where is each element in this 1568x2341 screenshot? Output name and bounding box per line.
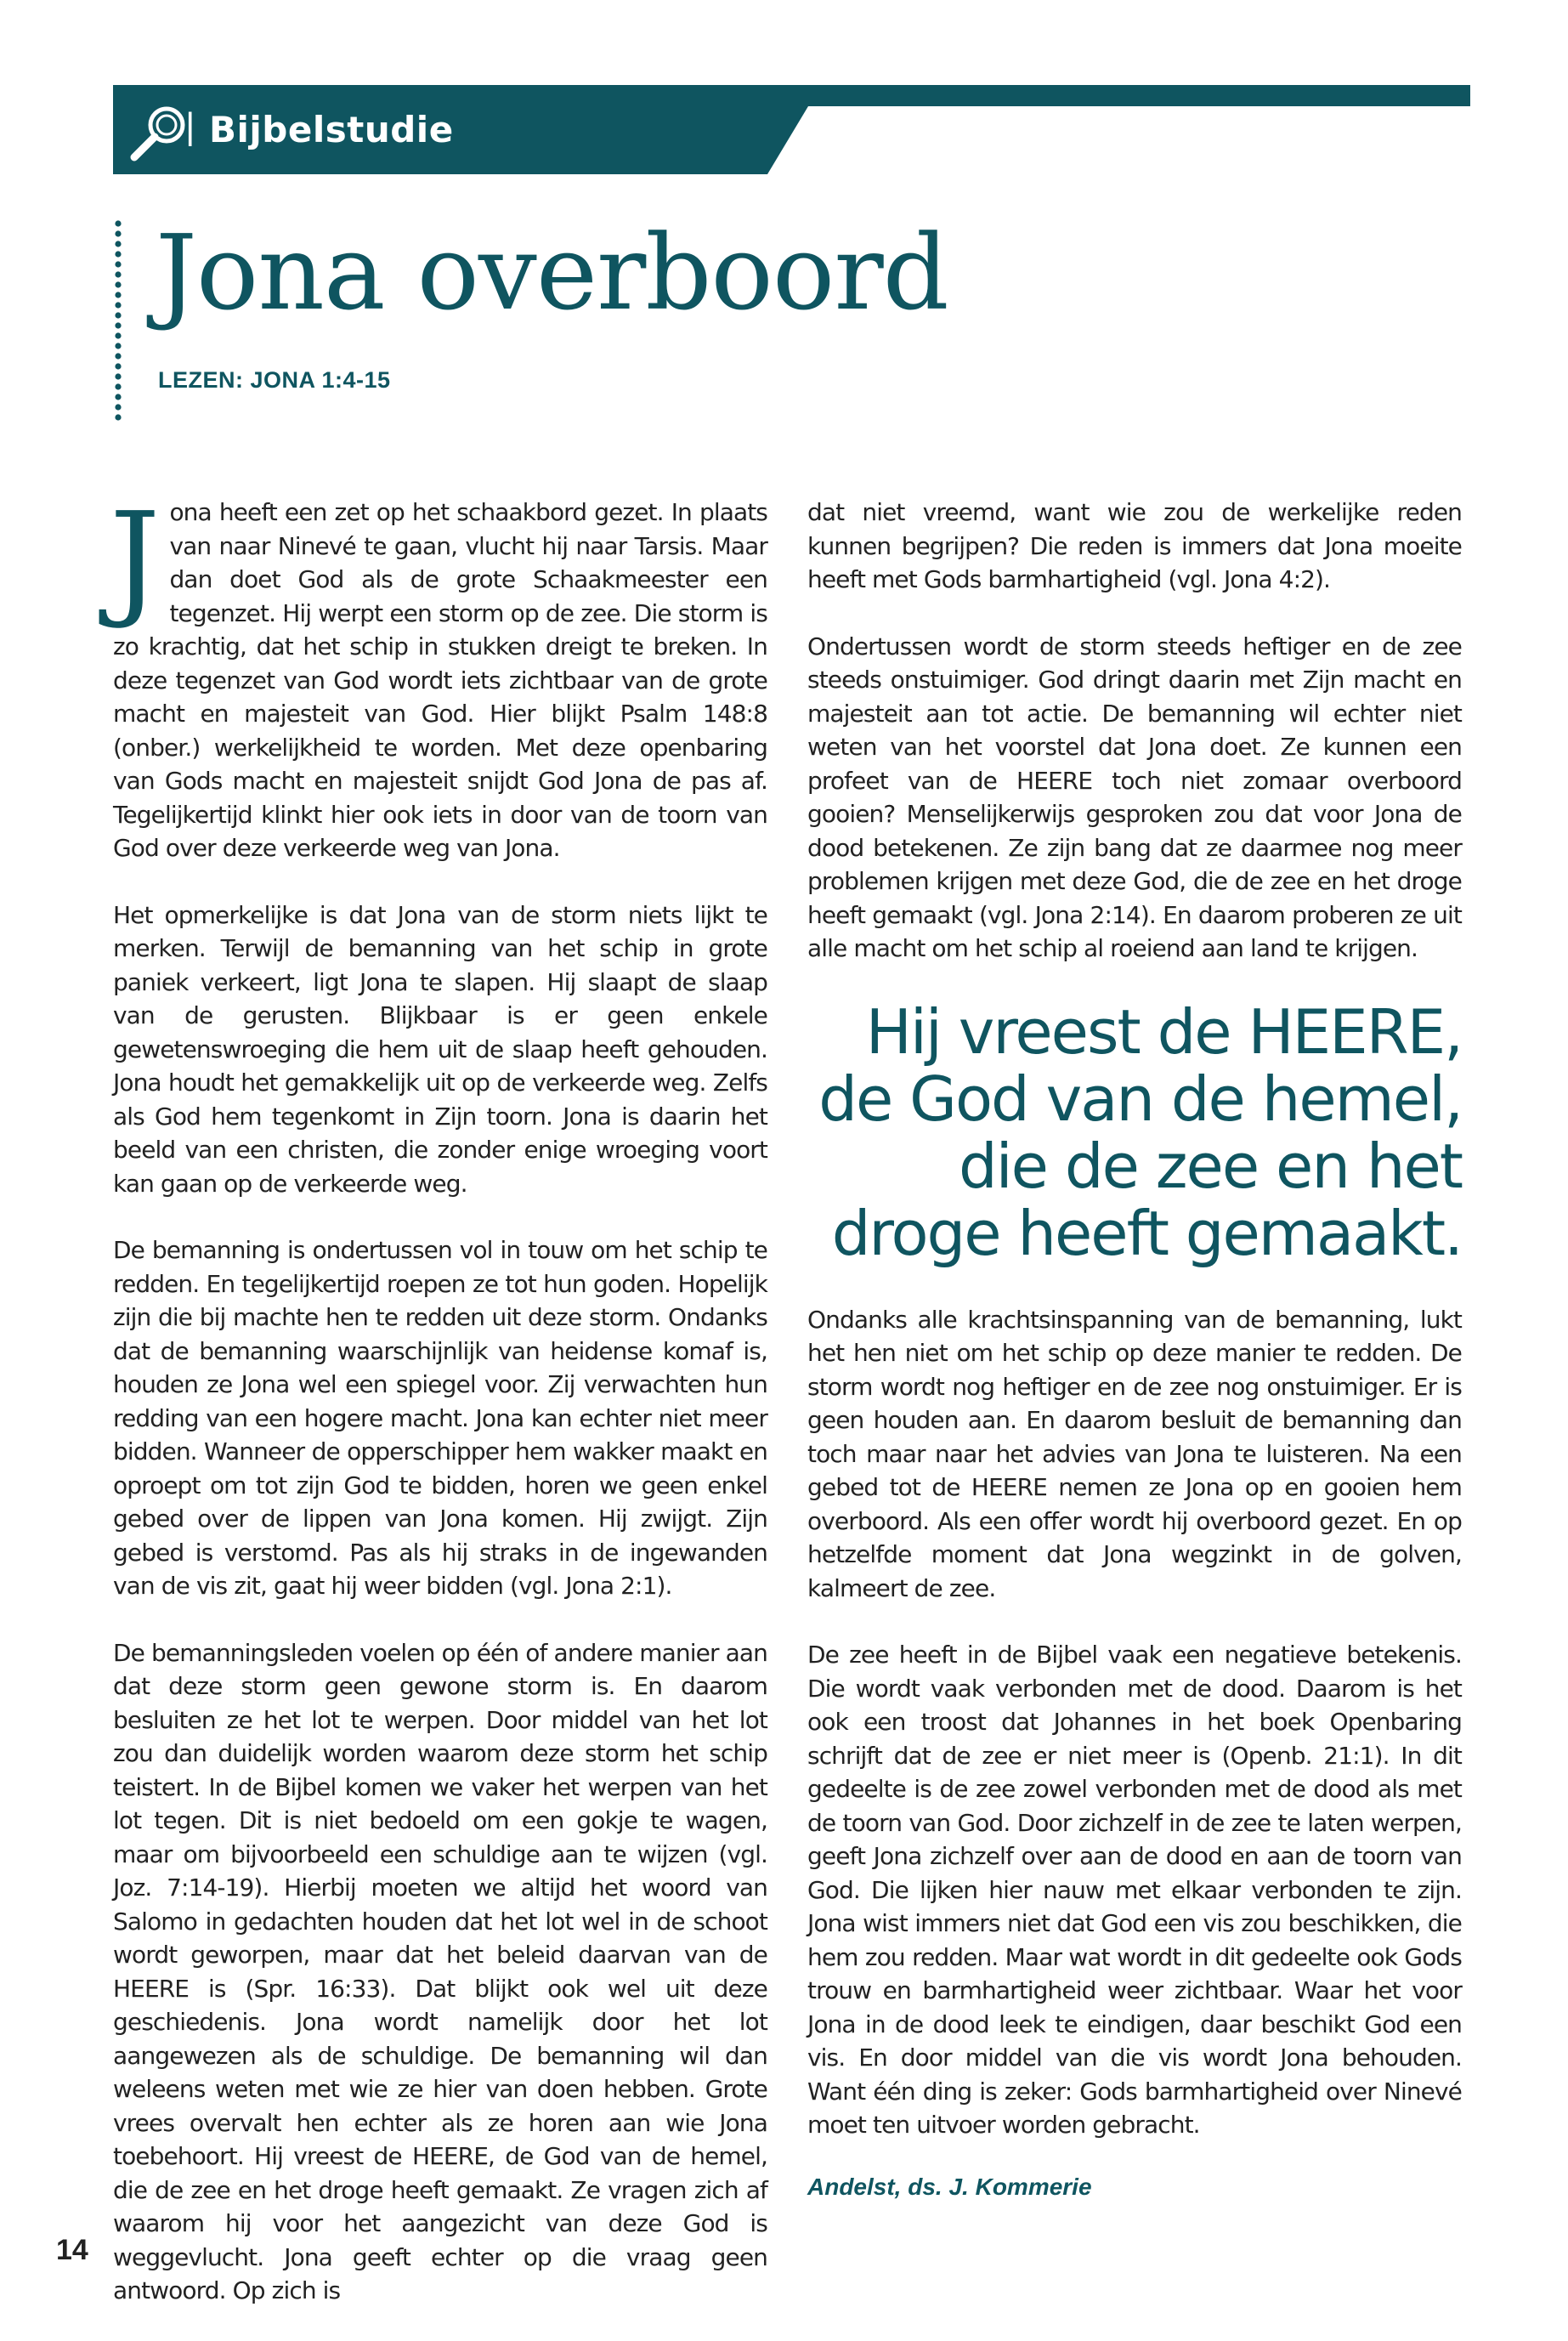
right-column <box>807 496 1462 2201</box>
dotted-rule <box>114 219 122 428</box>
drop-cap: J <box>110 485 160 632</box>
pull-quote: Hij vreest de HEERE, de God van de hemel, die de zee en het droge heeft gemaakt. <box>818 995 1462 1269</box>
paragraph: De bemanning is ondertussen vol in touw om het schip te redden. En tegelijkertijd roepen ze tot hun goden. Hopelijk zijn die bij machte hen te redden uit deze storm. Ondanks dat de bemanning waarschijnlijk van heidense komaf is, houden ze Jona wel een spiegel voor. Zij verwachten hun redding van een hogere macht. Jona kan echter niet meer bidden. Wanneer de opperschipper hem wakker maakt en oproept om tot zijn God te bidden, horen we geen enkel gebed over de lippen van Jona komen. Hij zwijgt. Zijn gebed is verstomd. Pas als hij straks in de ingewanden van de vis zit, gaat hij weer bidden (vgl. Jona 2:1). <box>113 1236 767 1600</box>
left-column <box>110 485 767 2341</box>
paragraph: De bemanningsleden voelen op één of andere manier aan dat deze storm geen gewone storm is. En daarom besluiten ze het lot te werpen. Door middel van het lot zou dan duidelijk worden waarom deze storm het schip teistert. In de Bijbel komen we vaker het werpen van het lot tegen. Dit is niet bedoeld om een gokje te wagen, maar om bijvoorbeeld een schuldige aan te wijzen (vgl. Joz. 7:14-19). Hierbij moeten we altijd het woord van Salomo in gedachten houden dat het lot wel in de schoot wordt geworpen, maar dat het beleid daarvan van de HEERE is (Spr. 16:33). Dat blijkt ook wel uit deze geschiedenis. Jona wordt namelijk door het lot aangewezen als de schuldige. De bemanning wil dan weleens weten met wie ze hier van doen hebben. Grote vrees overvalt hen echter als ze horen aan wie Jona toebehoort. Hij vreest de HEERE, de God van de hemel, die de zee en het droge heeft gemaakt. Ze vragen zich af waarom hij voor het aangezicht van deze God is weggevlucht. Jona geeft echter op die vraag geen antwoord. Op zich is <box>113 1638 767 2304</box>
page-number: 14 <box>56 2234 88 2266</box>
paragraph: Ondertussen wordt de storm steeds heftiger en de zee steeds onstuimiger. God dringt daarin met Zijn macht en majesteit aan tot actie. De bemanning wil echter niet weten van het voorstel dat Jona doet. Ze kunnen een profeet van de HEERE toch niet zomaar overboord gooien? Menselijkerwijs gesproken zou dat voor Jona de dood betekenen. Ze zijn bang dat ze daarmee nog meer problemen krijgen met deze God, die de zee en het droge heeft gemaakt (vgl. Jona 2:14). En daarom proberen ze uit alle macht om het schip al roeiend aan land te krijgen. <box>807 632 1462 962</box>
paragraph: Het opmerkelijke is dat Jona van de storm niets lijkt te merken. Terwijl de bemanning van het schip in grote paniek verkeert, ligt Jona te slapen. Hij slaapt de slaap van de gerusten. Blijkbaar is er geen enkele gewetenswroeging die hem uit de slaap heeft gehouden. Jona houdt het gemakkelijk uit op de verkeerde weg. Zelfs als God hem tegenkomt in Zijn toorn. Jona is daarin het beeld van een christen, die zonder enige wroeging voort kan gaan op de verkeerde weg. <box>113 900 767 1198</box>
header-separator: | <box>185 105 195 147</box>
article-title: Jona overboord <box>156 213 948 333</box>
paragraph: Jona heeft een zet op het schaakbord gezet. In plaats van naar Ninevé te gaan, vlucht hij naar Tarsis. Maar dan doet God als de grote Schaakmeester een tegenzet. Hij werpt een storm op de zee. Die storm is zo krachtig, dat het schip in stukken dreigt te breken. In deze tegenzet van God wordt iets zichtbaar van de grote macht en majesteit van God. Hier blijkt Psalm 148:8 (onber.) werkelijkheid te worden. Met deze openbaring van Gods macht en majesteit snijdt God Jona de pas af. Tegelijkertijd klinkt hier ook iets in door van de toorn van God over deze verkeerde weg van Jona. <box>110 485 767 862</box>
magnifier-icon <box>127 100 191 164</box>
section-label: Bijbelstudie <box>209 109 454 150</box>
paragraph: De zee heeft in de Bijbel vaak een negatieve betekenis. Die wordt vaak verbonden met de dood. Daarom is het ook een troost dat Johannes in het boek Openbaring schrijft dat de zee er niet meer is (Openb. 21:1). In dit gedeelte is de zee zowel verbonden met de dood als met de toorn van God. Door zichzelf in de zee te laten werpen, geeft Jona zichzelf over aan de dood en aan de toorn van God. Die lijken hier nauw met elkaar verbonden te zijn. Jona wist immers niet dat God een vis zou beschikken, die hem zou redden. Maar wat wordt in dit gedeelte ook Gods trouw en barmhartigheid weer zichtbaar. Waar het voor Jona in de dood leek te eindigen, daar beschikt God een vis. En door middel van die vis wordt Jona behouden. Want één ding is zeker: Gods barmhartigheid over Ninevé moet ten uitvoer worden gebracht. <box>807 1641 1462 2139</box>
paragraph: Ondanks alle krachtsinspanning van de bemanning, lukt het hen niet om het schip op deze manier te redden. De storm wordt nog heftiger en de zee nog onstuimiger. Er is geen houden aan. En daarom besluit de bemanning dan toch maar naar het advies van Jona te luisteren. Na een gebed tot de HEERE nemen ze Jona op en gooien hem overboord. Als een offer wordt hij overboord gezet. En op hetzelfde moment dat Jona wegzinkt in de golven, kalmeert de zee. <box>807 1305 1462 1602</box>
reading-reference: LEZEN: JONA 1:4-15 <box>158 367 391 393</box>
author-signature: Andelst, ds. J. Kommerie <box>807 2173 1092 2200</box>
paragraph: dat niet vreemd, want wie zou de werkelijke reden kunnen begrijpen? Die reden is immers dat Jona moeite heeft met Gods barmhartigheid (vgl. Jona 4:2). <box>807 498 1462 593</box>
